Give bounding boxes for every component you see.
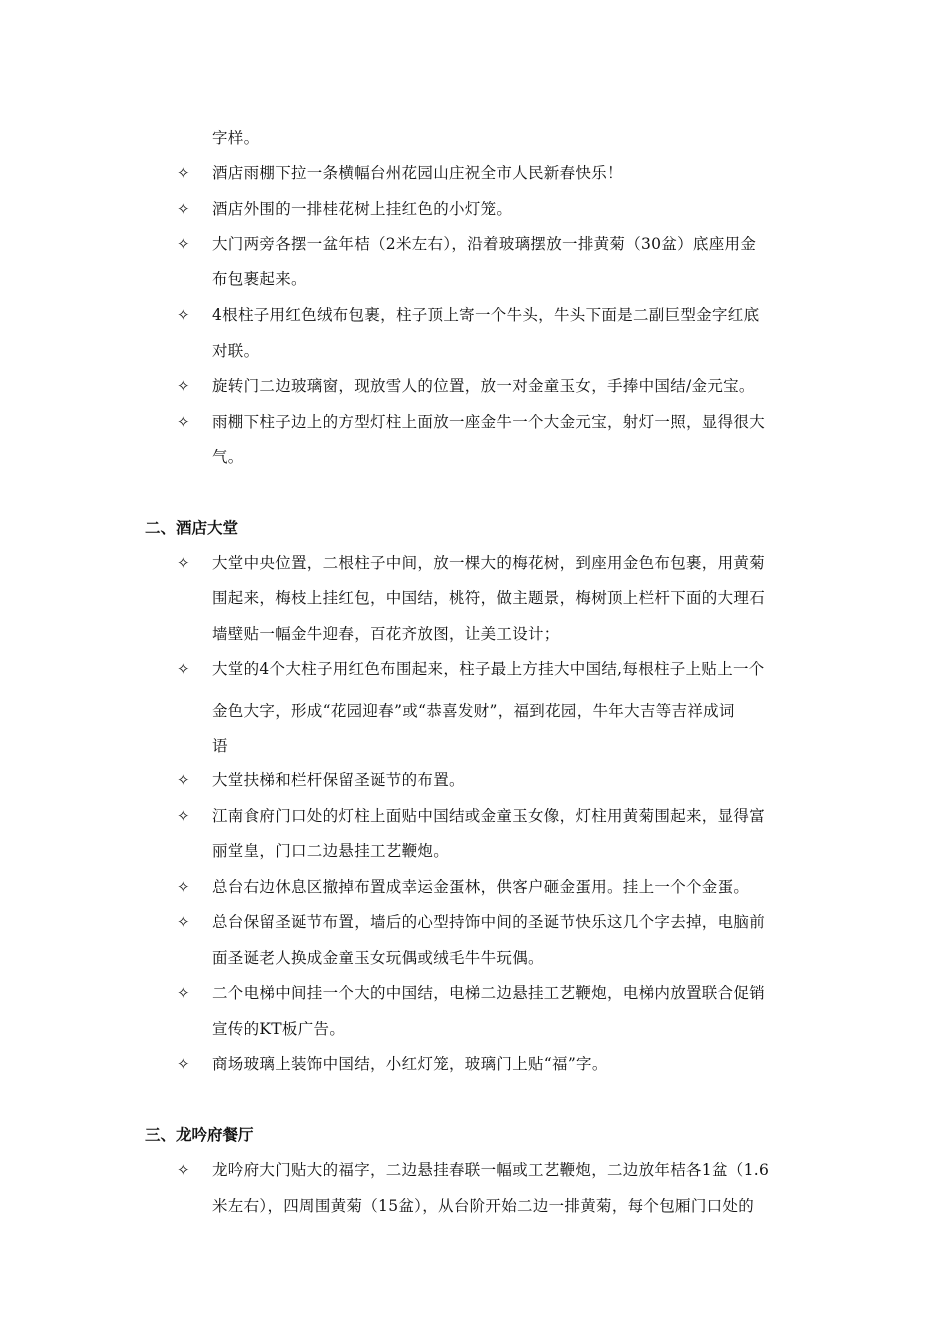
list-item-text: 4根柱子用红色绒布包裹，柱子顶上寄一个牛头，牛头下面是二副巨型金字红底 <box>212 306 760 324</box>
list-item-text: 丽堂皇，门口二边悬挂工艺鞭炮。 <box>212 842 450 860</box>
list-item-text: 金色大字，形成“花园迎春”或“恭喜发财”，福到花园，牛年大吉等吉祥成词 <box>212 702 735 720</box>
section-heading: 二、酒店大堂 <box>145 519 239 537</box>
list-item-text: 二个电梯中间挂一个大的中国结，电梯二边悬挂工艺鞭炮，电梯内放置联合促销 <box>212 984 766 1002</box>
bullet-icon: ✧ <box>177 200 190 218</box>
bullet-icon: ✧ <box>177 306 190 324</box>
bullet-icon: ✧ <box>177 878 190 896</box>
list-item-text: 商场玻璃上装饰中国结，小红灯笼，玻璃门上贴“福”字。 <box>212 1055 608 1073</box>
list-item-text: 江南食府门口处的灯柱上面贴中国结或金童玉女像，灯柱用黄菊围起来，显得富 <box>212 807 766 825</box>
bullet-icon: ✧ <box>177 913 190 931</box>
list-item-text: 大堂中央位置，二根柱子中间，放一棵大的梅花树，到座用金色布包裹，用黄菊 <box>212 554 766 572</box>
bullet-icon: ✧ <box>177 235 190 253</box>
list-item-text: 布包裹起来。 <box>212 270 307 288</box>
list-item-text: 墙壁贴一幅金牛迎春，百花齐放图，让美工设计； <box>212 625 560 643</box>
list-item-text: 气。 <box>212 448 244 466</box>
bullet-icon: ✧ <box>177 771 190 789</box>
list-item-text: 龙吟府大门贴大的福字，二边悬挂春联一幅或工艺鞭炮，二边放年桔各1盆（1.6 <box>212 1161 770 1179</box>
list-item-text: 大门两旁各摆一盆年桔（2米左右），沿着玻璃摆放一排黄菊（30盆）底座用金 <box>212 235 757 253</box>
list-item-text: 大堂扶梯和栏杆保留圣诞节的布置。 <box>212 771 465 789</box>
bullet-icon: ✧ <box>177 807 190 825</box>
list-item-text: 围起来，梅枝上挂红包，中国结，桃符，做主题景，梅树顶上栏杆下面的大理石 <box>212 589 766 607</box>
bullet-icon: ✧ <box>177 660 190 678</box>
list-item-text: 旋转门二边玻璃窗，现放雪人的位置，放一对金童玉女，手捧中国结/金元宝。 <box>212 377 755 395</box>
bullet-icon: ✧ <box>177 1055 190 1073</box>
list-item-text: 对联。 <box>212 342 260 360</box>
bullet-icon: ✧ <box>177 413 190 431</box>
bullet-icon: ✧ <box>177 1161 190 1179</box>
list-item-text: 米左右），四周围黄菊（15盆），从台阶开始二边一排黄菊，每个包厢门口处的 <box>212 1197 755 1215</box>
continuation-text: 字样。 <box>212 129 260 147</box>
list-item-text: 面圣诞老人换成金童玉女玩偶或绒毛牛牛玩偶。 <box>212 949 544 967</box>
list-item-text: 酒店雨棚下拉一条横幅台州花园山庄祝全市人民新春快乐！ <box>212 164 623 182</box>
list-item-text: 酒店外围的一排桂花树上挂红色的小灯笼。 <box>212 200 513 218</box>
list-item-text: 雨棚下柱子边上的方型灯柱上面放一座金牛一个大金元宝，射灯一照，显得很大 <box>212 413 766 431</box>
list-item-text: 总台保留圣诞节布置，墙后的心型持饰中间的圣诞节快乐这几个字去掉，电脑前 <box>212 913 766 931</box>
list-item-text: 宣传的KT板广告。 <box>212 1020 346 1038</box>
section-heading: 三、龙吟府餐厅 <box>145 1126 254 1144</box>
bullet-icon: ✧ <box>177 554 190 572</box>
list-item-text: 语 <box>212 737 228 755</box>
bullet-icon: ✧ <box>177 377 190 395</box>
list-item-text: 总台右边休息区撤掉布置成幸运金蛋林，供客户砸金蛋用。挂上一个个金蛋。 <box>212 878 750 896</box>
bullet-icon: ✧ <box>177 164 190 182</box>
bullet-icon: ✧ <box>177 984 190 1002</box>
list-item-text: 大堂的4个大柱子用红色布围起来，柱子最上方挂大中国结,每根柱子上贴上一个 <box>212 660 765 678</box>
